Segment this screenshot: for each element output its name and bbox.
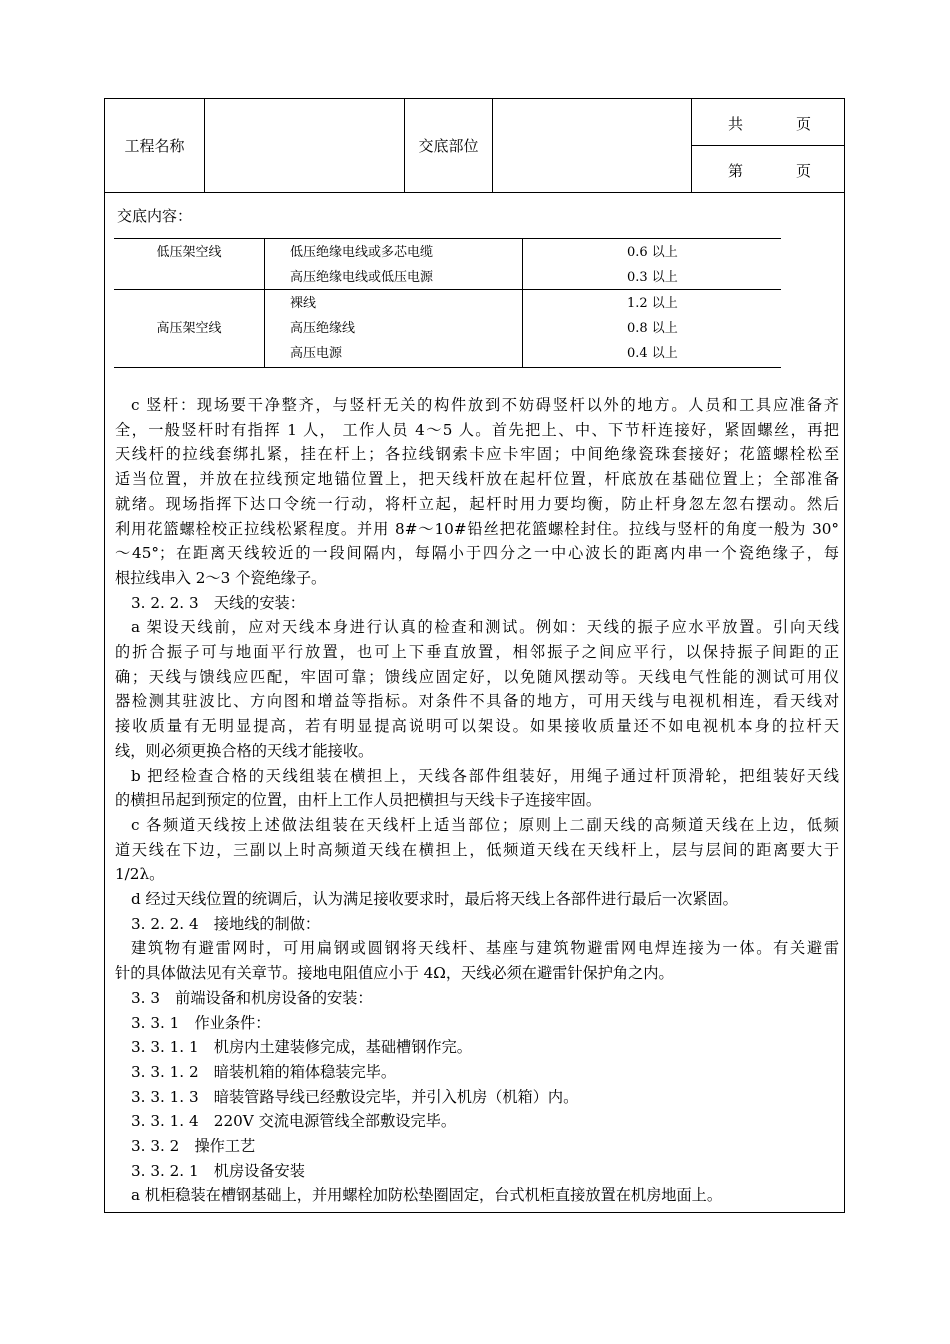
value-cell: 0.3 以上 bbox=[627, 270, 678, 285]
part-value bbox=[493, 99, 692, 192]
section-heading: 3. 3. 2 操作工艺 bbox=[131, 1137, 256, 1155]
page-info bbox=[692, 99, 844, 192]
section-heading: 3. 3. 1 作业条件： bbox=[131, 1013, 271, 1032]
text-line: 道天线在下边，三副以上时高频道天线在横担上，低频道天线在天线杆上，层与层间的距离要大于 bbox=[115, 840, 839, 859]
section-heading: 3. 3. 1. 2 暗装机箱的箱体稳装完毕。 bbox=[131, 1062, 397, 1081]
type-cell: 高压绝缘线 bbox=[290, 321, 356, 336]
section-heading: 3. 3 前端设备和机房设备的安装： bbox=[131, 988, 373, 1007]
intro-label: 交底内容： bbox=[117, 207, 193, 225]
value-cell: 0.8 以上 bbox=[627, 321, 678, 336]
section-heading: 3. 2. 2. 3 天线的安装： bbox=[131, 593, 305, 612]
text-line: 根拉线串入 2～3 个瓷绝缘子。 bbox=[115, 568, 327, 587]
text-line: 确；天线与馈线应匹配，牢固可靠；馈线应固定好，以免随风摆动等。天线电气性能的测试可用仪 bbox=[115, 667, 839, 686]
text-line: 适当位置，并放在拉线预定地锚位置上，把天线杆放在起杆位置，杆底放在基础位置上；全部准备 bbox=[115, 470, 839, 489]
document-frame bbox=[104, 98, 845, 1213]
clearance-table bbox=[114, 238, 781, 368]
section-heading: 3. 3. 2. 1 机房设备安装 bbox=[131, 1161, 305, 1180]
text-line: 全，一般竖杆时有指挥 1 人， 工作人员 4～5 人。首先把上、中、下节杆连接好，紧固螺丝，再把 bbox=[115, 420, 839, 439]
section-heading: 3. 3. 1. 1 机房内土建装修完成，基础槽钢作完。 bbox=[131, 1038, 472, 1057]
header-table bbox=[105, 99, 844, 193]
text-line: 建筑物有避雷网时，可用扁钢或圆钢将天线杆、基座与建筑物避雷网电焊连接为一体。有关避雷 bbox=[131, 939, 839, 958]
page-number bbox=[692, 146, 844, 192]
text-line: 接收质量有无明显提高，若有明显提高说明可以架设。如果接收质量还不如电视机本身的拉杆天 bbox=[115, 717, 839, 736]
text-line: 针的具体做法见有关章节。接地电阻值应小于 4Ω，天线必须在避雷针保护角之内。 bbox=[115, 964, 674, 983]
total-pages-a: 共 bbox=[728, 115, 744, 133]
text-line: 利用花篮螺栓校正拉线松紧程度。并用 8#～10#铅丝把花篮螺栓封住。拉线与竖杆的角度一般为 30° bbox=[115, 519, 839, 538]
type-cell: 高压绝缘电线或低压电源 bbox=[290, 270, 434, 285]
text-line: 就绪。现场指挥下达口令统一行动，将杆立起，起杆时用力要均衡，防止杆身忽左忽右摆动。然后 bbox=[115, 494, 839, 513]
value-cell: 1.2 以上 bbox=[627, 296, 678, 311]
section-heading: 3. 2. 2. 4 接地线的制做： bbox=[131, 914, 321, 933]
page-no-b: 页 bbox=[796, 162, 812, 180]
text-line: 线，则必须更换合格的天线才能接收。 bbox=[115, 741, 374, 760]
text-line: a 机柜稳装在槽钢基础上，并用螺栓加防松垫圈固定，台式机柜直接放置在机房地面上。 bbox=[131, 1186, 723, 1205]
group-high-voltage: 高压架空线 bbox=[156, 321, 222, 336]
part-label: 交底部位 bbox=[405, 99, 493, 192]
text-line: 1/2λ。 bbox=[115, 865, 165, 884]
type-cell: 高压电源 bbox=[290, 346, 343, 361]
table-rule-mid bbox=[114, 289, 781, 290]
table-rule-bottom bbox=[114, 367, 781, 368]
value-cell: 0.4 以上 bbox=[627, 346, 678, 361]
total-pages-b: 页 bbox=[796, 115, 812, 133]
value-cell: 0.6 以上 bbox=[627, 245, 678, 260]
text-line: c 各频道天线按上述做法组装在天线杆上适当部位；原则上二副天线的高频道天线在上边，低频 bbox=[131, 815, 839, 834]
text-line: d 经过天线位置的统调后，认为满足接收要求时，最后将天线上各部件进行最后一次紧固。 bbox=[131, 890, 738, 908]
group-low-voltage: 低压架空线 bbox=[156, 245, 222, 260]
text-line: 天线杆的拉线套绑扎紧，挂在杆上；各拉线钢索卡应卡牢固；中间绝缘瓷珠套接好；花篮螺栓松至 bbox=[115, 445, 839, 464]
section-heading: 3. 3. 1. 3 暗装管路导线已经敷设完毕，并引入机房（机箱）内。 bbox=[131, 1087, 579, 1106]
project-name-label: 工程名称 bbox=[105, 99, 205, 192]
total-pages bbox=[692, 99, 844, 146]
type-cell: 低压绝缘电线或多芯电缆 bbox=[290, 245, 434, 260]
text-line: ～45°；在距离天线较近的一段间隔内，每隔小于四分之一中心波长的距离内串一个瓷绝缘子，每 bbox=[115, 544, 839, 563]
page-no-a: 第 bbox=[728, 162, 744, 180]
table-rule-top bbox=[114, 238, 781, 239]
text-line: 的横担吊起到预定的位置，由杆上工作人员把横担与天线卡子连接牢固。 bbox=[115, 791, 601, 810]
section-heading: 3. 3. 1. 4 220V 交流电源管线全部敷设完毕。 bbox=[131, 1112, 457, 1131]
text-line: 器检测其驻波比、方向图和增益等指标。对条件不具备的地方，可用天线与电视机相连，看天线对 bbox=[115, 692, 839, 711]
table-col-rule-1 bbox=[264, 238, 265, 368]
text-line: 的折合振子可与地面平行放置，也可上下垂直放置，相邻振子之间应平行，以保持振子间距的正 bbox=[115, 643, 839, 661]
project-name-value bbox=[205, 99, 405, 192]
text-line: b 把经检查合格的天线组装在横担上，天线各部件组装好，用绳子通过杆顶滑轮，把组装好天线 bbox=[131, 766, 839, 785]
table-col-rule-2 bbox=[522, 238, 523, 368]
text-line: c 竖杆：现场要干净整齐，与竖杆无关的构件放到不妨碍竖杆以外的地方。人员和工具应准备齐 bbox=[131, 396, 839, 414]
text-line: a 架设天线前，应对天线本身进行认真的检查和测试。例如：天线的振子应水平放置。引向天线 bbox=[131, 618, 839, 637]
type-cell: 裸线 bbox=[290, 296, 317, 311]
